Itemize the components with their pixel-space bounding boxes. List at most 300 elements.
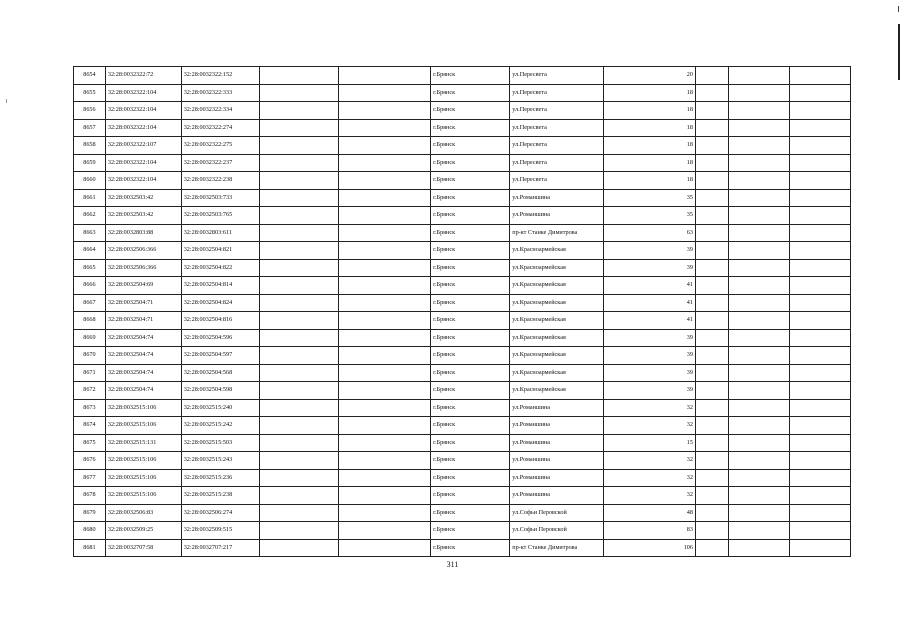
street-cell: ул.Пересвета (510, 137, 603, 155)
street-cell: ул.Софьи Перовской (510, 522, 603, 540)
table-row (74, 277, 851, 295)
cadastral-object-cell: 32:28:0032504:822 (181, 259, 259, 277)
city-cell: г.Брянск (431, 154, 510, 172)
street-cell: ул.Красноармейская (510, 259, 603, 277)
scan-mark (6, 99, 7, 103)
empty-cell (790, 452, 851, 470)
cadastral-object-cell: 32:28:0032503:765 (181, 207, 259, 225)
empty-cell (259, 102, 338, 120)
cadastral-parcel-cell: 32:28:0032803:88 (105, 224, 181, 242)
table-row (74, 329, 851, 347)
empty-cell (728, 487, 790, 505)
empty-cell (728, 154, 790, 172)
street-cell: ул.Красноармейская (510, 382, 603, 400)
record-number-cell: 8667 (74, 294, 106, 312)
empty-cell (695, 259, 728, 277)
cadastral-parcel-cell: 32:28:0032322:104 (105, 154, 181, 172)
empty-cell (728, 312, 790, 330)
cadastral-parcel-cell: 32:28:0032504:71 (105, 312, 181, 330)
street-cell: ул.Красноармейская (510, 364, 603, 382)
table-row (74, 364, 851, 382)
empty-cell (790, 84, 851, 102)
cadastral-parcel-cell: 32:28:0032506:366 (105, 259, 181, 277)
cadastral-object-cell: 32:28:0032515:503 (181, 434, 259, 452)
city-cell: г.Брянск (431, 189, 510, 207)
cadastral-parcel-cell: 32:28:0032515:106 (105, 399, 181, 417)
house-number-cell: 39 (603, 347, 695, 365)
cadastral-parcel-cell: 32:28:0032506:83 (105, 504, 181, 522)
empty-cell (790, 522, 851, 540)
cadastral-object-cell: 32:28:0032322:237 (181, 154, 259, 172)
house-number-cell: 32 (603, 399, 695, 417)
empty-cell (338, 469, 430, 487)
record-number-cell: 8670 (74, 347, 106, 365)
empty-cell (728, 417, 790, 435)
empty-cell (728, 539, 790, 557)
empty-cell (338, 137, 430, 155)
empty-cell (728, 189, 790, 207)
empty-cell (338, 347, 430, 365)
cadastral-parcel-cell: 32:28:0032515:106 (105, 452, 181, 470)
table-row (74, 242, 851, 260)
cadastral-object-cell: 32:28:0032504:597 (181, 347, 259, 365)
table-row (74, 189, 851, 207)
scan-edge-bar (898, 24, 900, 80)
empty-cell (259, 452, 338, 470)
table-row (74, 102, 851, 120)
record-number-cell: 8681 (74, 539, 106, 557)
record-number-cell: 8662 (74, 207, 106, 225)
empty-cell (790, 469, 851, 487)
empty-cell (259, 382, 338, 400)
empty-cell (695, 522, 728, 540)
register-table (73, 66, 851, 557)
cadastral-object-cell: 32:28:0032322:152 (181, 67, 259, 85)
empty-cell (259, 364, 338, 382)
city-cell: г.Брянск (431, 452, 510, 470)
house-number-cell: 83 (603, 522, 695, 540)
empty-cell (259, 154, 338, 172)
empty-cell (728, 137, 790, 155)
table-row (74, 469, 851, 487)
cadastral-object-cell: 32:28:0032322:274 (181, 119, 259, 137)
empty-cell (259, 119, 338, 137)
empty-cell (790, 399, 851, 417)
empty-cell (259, 224, 338, 242)
empty-cell (338, 67, 430, 85)
empty-cell (695, 172, 728, 190)
city-cell: г.Брянск (431, 399, 510, 417)
empty-cell (790, 137, 851, 155)
cadastral-parcel-cell: 32:28:0032503:42 (105, 189, 181, 207)
empty-cell (790, 417, 851, 435)
house-number-cell: 35 (603, 207, 695, 225)
table-row (74, 539, 851, 557)
empty-cell (338, 242, 430, 260)
empty-cell (338, 434, 430, 452)
street-cell: пр-кт Станке Димитрова (510, 224, 603, 242)
empty-cell (259, 67, 338, 85)
house-number-cell: 39 (603, 242, 695, 260)
empty-cell (338, 312, 430, 330)
city-cell: г.Брянск (431, 329, 510, 347)
empty-cell (790, 382, 851, 400)
empty-cell (695, 452, 728, 470)
city-cell: г.Брянск (431, 172, 510, 190)
house-number-cell: 106 (603, 539, 695, 557)
cadastral-object-cell: 32:28:0032515:243 (181, 452, 259, 470)
record-number-cell: 8663 (74, 224, 106, 242)
street-cell: ул.Романшина (510, 452, 603, 470)
empty-cell (338, 154, 430, 172)
cadastral-object-cell: 32:28:0032504:816 (181, 312, 259, 330)
empty-cell (259, 277, 338, 295)
record-number-cell: 8660 (74, 172, 106, 190)
street-cell: пр-кт Станке Димитрова (510, 539, 603, 557)
empty-cell (728, 452, 790, 470)
house-number-cell: 32 (603, 452, 695, 470)
empty-cell (695, 399, 728, 417)
city-cell: г.Брянск (431, 242, 510, 260)
empty-cell (259, 312, 338, 330)
empty-cell (338, 189, 430, 207)
empty-cell (695, 224, 728, 242)
empty-cell (338, 119, 430, 137)
table-row (74, 224, 851, 242)
house-number-cell: 18 (603, 102, 695, 120)
table-row (74, 487, 851, 505)
house-number-cell: 18 (603, 137, 695, 155)
city-cell: г.Брянск (431, 294, 510, 312)
street-cell: ул.Пересвета (510, 154, 603, 172)
cadastral-object-cell: 32:28:0032504:824 (181, 294, 259, 312)
empty-cell (338, 399, 430, 417)
street-cell: ул.Пересвета (510, 172, 603, 190)
empty-cell (259, 504, 338, 522)
table-row (74, 119, 851, 137)
empty-cell (790, 154, 851, 172)
empty-cell (695, 364, 728, 382)
empty-cell (259, 242, 338, 260)
cadastral-parcel-cell: 32:28:0032322:104 (105, 84, 181, 102)
empty-cell (259, 294, 338, 312)
empty-cell (259, 259, 338, 277)
cadastral-object-cell: 32:28:0032506:274 (181, 504, 259, 522)
cadastral-object-cell: 32:28:0032504:821 (181, 242, 259, 260)
record-number-cell: 8680 (74, 522, 106, 540)
record-number-cell: 8679 (74, 504, 106, 522)
city-cell: г.Брянск (431, 434, 510, 452)
record-number-cell: 8656 (74, 102, 106, 120)
empty-cell (790, 312, 851, 330)
record-number-cell: 8677 (74, 469, 106, 487)
empty-cell (728, 382, 790, 400)
empty-cell (695, 277, 728, 295)
empty-cell (338, 294, 430, 312)
house-number-cell: 15 (603, 434, 695, 452)
street-cell: ул.Романшина (510, 207, 603, 225)
street-cell: ул.Романшина (510, 417, 603, 435)
table-row (74, 294, 851, 312)
record-number-cell: 8676 (74, 452, 106, 470)
house-number-cell: 35 (603, 189, 695, 207)
street-cell: ул.Красноармейская (510, 277, 603, 295)
house-number-cell: 41 (603, 277, 695, 295)
cadastral-object-cell: 32:28:0032322:275 (181, 137, 259, 155)
empty-cell (695, 417, 728, 435)
empty-cell (728, 364, 790, 382)
empty-cell (728, 102, 790, 120)
street-cell: ул.Романшина (510, 469, 603, 487)
table-row (74, 207, 851, 225)
empty-cell (338, 382, 430, 400)
cadastral-object-cell: 32:28:0032504:598 (181, 382, 259, 400)
empty-cell (728, 522, 790, 540)
city-cell: г.Брянск (431, 364, 510, 382)
cadastral-object-cell: 32:28:0032322:334 (181, 102, 259, 120)
city-cell: г.Брянск (431, 119, 510, 137)
record-number-cell: 8675 (74, 434, 106, 452)
record-number-cell: 8658 (74, 137, 106, 155)
city-cell: г.Брянск (431, 207, 510, 225)
empty-cell (790, 259, 851, 277)
city-cell: г.Брянск (431, 382, 510, 400)
empty-cell (790, 329, 851, 347)
record-number-cell: 8659 (74, 154, 106, 172)
empty-cell (695, 102, 728, 120)
cadastral-parcel-cell: 32:28:0032515:106 (105, 487, 181, 505)
empty-cell (728, 504, 790, 522)
empty-cell (728, 242, 790, 260)
house-number-cell: 63 (603, 224, 695, 242)
record-number-cell: 8655 (74, 84, 106, 102)
empty-cell (695, 154, 728, 172)
cadastral-object-cell: 32:28:0032503:733 (181, 189, 259, 207)
table-row (74, 67, 851, 85)
house-number-cell: 39 (603, 259, 695, 277)
street-cell: ул.Красноармейская (510, 242, 603, 260)
house-number-cell: 20 (603, 67, 695, 85)
empty-cell (338, 522, 430, 540)
house-number-cell: 41 (603, 294, 695, 312)
house-number-cell: 39 (603, 364, 695, 382)
empty-cell (259, 189, 338, 207)
empty-cell (695, 347, 728, 365)
street-cell: ул.Пересвета (510, 119, 603, 137)
house-number-cell: 32 (603, 469, 695, 487)
house-number-cell: 32 (603, 487, 695, 505)
empty-cell (338, 259, 430, 277)
cadastral-object-cell: 32:28:0032504:596 (181, 329, 259, 347)
city-cell: г.Брянск (431, 259, 510, 277)
empty-cell (695, 207, 728, 225)
street-cell: ул.Красноармейская (510, 294, 603, 312)
city-cell: г.Брянск (431, 137, 510, 155)
house-number-cell: 39 (603, 329, 695, 347)
empty-cell (728, 207, 790, 225)
cadastral-object-cell: 32:28:0032515:240 (181, 399, 259, 417)
empty-cell (790, 189, 851, 207)
empty-cell (695, 294, 728, 312)
empty-cell (259, 399, 338, 417)
cadastral-object-cell: 32:28:0032515:236 (181, 469, 259, 487)
table-row (74, 154, 851, 172)
empty-cell (728, 347, 790, 365)
cadastral-object-cell: 32:28:0032515:238 (181, 487, 259, 505)
empty-cell (790, 224, 851, 242)
register-rows (74, 67, 851, 557)
empty-cell (728, 119, 790, 137)
empty-cell (695, 504, 728, 522)
house-number-cell: 48 (603, 504, 695, 522)
cadastral-parcel-cell: 32:28:0032504:71 (105, 294, 181, 312)
record-number-cell: 8664 (74, 242, 106, 260)
city-cell: г.Брянск (431, 504, 510, 522)
empty-cell (695, 119, 728, 137)
empty-cell (790, 364, 851, 382)
cadastral-object-cell: 32:28:0032322:238 (181, 172, 259, 190)
cadastral-parcel-cell: 32:28:0032504:74 (105, 347, 181, 365)
street-cell: ул.Романшина (510, 434, 603, 452)
empty-cell (728, 329, 790, 347)
empty-cell (790, 434, 851, 452)
empty-cell (338, 539, 430, 557)
street-cell: ул.Романшина (510, 487, 603, 505)
house-number-cell: 41 (603, 312, 695, 330)
cadastral-parcel-cell: 32:28:0032509:25 (105, 522, 181, 540)
house-number-cell: 18 (603, 119, 695, 137)
cadastral-parcel-cell: 32:28:0032322:104 (105, 102, 181, 120)
empty-cell (338, 504, 430, 522)
table-row (74, 504, 851, 522)
empty-cell (695, 434, 728, 452)
house-number-cell: 32 (603, 417, 695, 435)
empty-cell (728, 277, 790, 295)
empty-cell (695, 189, 728, 207)
record-number-cell: 8673 (74, 399, 106, 417)
city-cell: г.Брянск (431, 417, 510, 435)
cadastral-object-cell: 32:28:0032504:568 (181, 364, 259, 382)
city-cell: г.Брянск (431, 522, 510, 540)
record-number-cell: 8669 (74, 329, 106, 347)
empty-cell (259, 434, 338, 452)
table-row (74, 312, 851, 330)
empty-cell (259, 487, 338, 505)
street-cell: ул.Софьи Перовской (510, 504, 603, 522)
street-cell: ул.Красноармейская (510, 329, 603, 347)
street-cell: ул.Пересвета (510, 67, 603, 85)
city-cell: г.Брянск (431, 224, 510, 242)
cadastral-parcel-cell: 32:28:0032515:131 (105, 434, 181, 452)
empty-cell (338, 207, 430, 225)
empty-cell (790, 504, 851, 522)
empty-cell (695, 84, 728, 102)
empty-cell (695, 487, 728, 505)
cadastral-parcel-cell: 32:28:0032504:74 (105, 329, 181, 347)
scan-edge-tick (898, 6, 899, 12)
record-number-cell: 8661 (74, 189, 106, 207)
empty-cell (338, 452, 430, 470)
cadastral-parcel-cell: 32:28:0032322:104 (105, 172, 181, 190)
city-cell: г.Брянск (431, 67, 510, 85)
table-row (74, 399, 851, 417)
empty-cell (695, 137, 728, 155)
street-cell: ул.Романшина (510, 399, 603, 417)
empty-cell (695, 539, 728, 557)
empty-cell (790, 347, 851, 365)
empty-cell (259, 417, 338, 435)
empty-cell (259, 539, 338, 557)
city-cell: г.Брянск (431, 84, 510, 102)
city-cell: г.Брянск (431, 539, 510, 557)
cadastral-parcel-cell: 32:28:0032504:74 (105, 382, 181, 400)
empty-cell (790, 294, 851, 312)
city-cell: г.Брянск (431, 277, 510, 295)
empty-cell (695, 469, 728, 487)
empty-cell (695, 67, 728, 85)
empty-cell (728, 294, 790, 312)
city-cell: г.Брянск (431, 469, 510, 487)
record-number-cell: 8657 (74, 119, 106, 137)
city-cell: г.Брянск (431, 312, 510, 330)
empty-cell (790, 172, 851, 190)
cadastral-parcel-cell: 32:28:0032504:69 (105, 277, 181, 295)
cadastral-object-cell: 32:28:0032322:333 (181, 84, 259, 102)
record-number-cell: 8668 (74, 312, 106, 330)
cadastral-object-cell: 32:28:0032509:515 (181, 522, 259, 540)
empty-cell (728, 469, 790, 487)
cadastral-object-cell: 32:28:0032803:611 (181, 224, 259, 242)
empty-cell (259, 469, 338, 487)
table-row (74, 137, 851, 155)
cadastral-parcel-cell: 32:28:0032322:107 (105, 137, 181, 155)
empty-cell (695, 382, 728, 400)
empty-cell (259, 84, 338, 102)
empty-cell (338, 102, 430, 120)
record-number-cell: 8654 (74, 67, 106, 85)
table-row (74, 347, 851, 365)
record-number-cell: 8671 (74, 364, 106, 382)
house-number-cell: 39 (603, 382, 695, 400)
table-row (74, 259, 851, 277)
empty-cell (790, 277, 851, 295)
table-row (74, 172, 851, 190)
empty-cell (728, 84, 790, 102)
table-row (74, 417, 851, 435)
house-number-cell: 18 (603, 154, 695, 172)
empty-cell (259, 347, 338, 365)
empty-cell (259, 172, 338, 190)
street-cell: ул.Пересвета (510, 102, 603, 120)
empty-cell (790, 487, 851, 505)
empty-cell (728, 399, 790, 417)
city-cell: г.Брянск (431, 102, 510, 120)
record-number-cell: 8666 (74, 277, 106, 295)
cadastral-parcel-cell: 32:28:0032504:74 (105, 364, 181, 382)
house-number-cell: 18 (603, 84, 695, 102)
cadastral-parcel-cell: 32:28:0032515:106 (105, 417, 181, 435)
city-cell: г.Брянск (431, 347, 510, 365)
cadastral-object-cell: 32:28:0032707:217 (181, 539, 259, 557)
record-number-cell: 8672 (74, 382, 106, 400)
empty-cell (338, 417, 430, 435)
cadastral-parcel-cell: 32:28:0032515:106 (105, 469, 181, 487)
empty-cell (728, 172, 790, 190)
table-row (74, 434, 851, 452)
empty-cell (790, 207, 851, 225)
empty-cell (790, 119, 851, 137)
empty-cell (790, 67, 851, 85)
